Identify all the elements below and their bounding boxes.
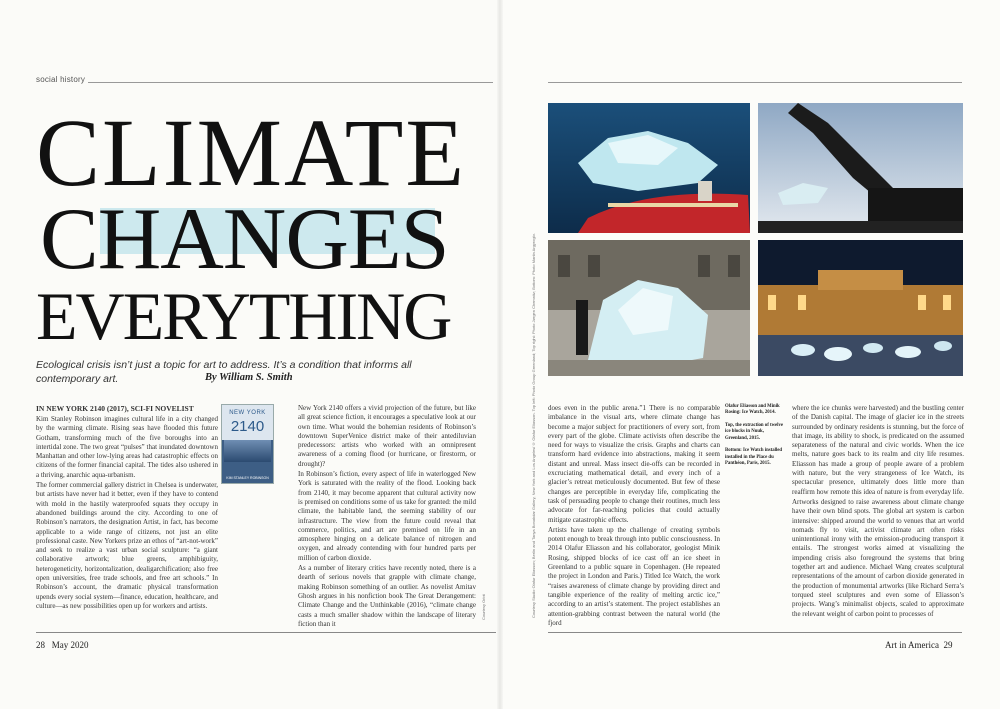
caption-3: Bottom: Ice Watch installed installed in the Place du Panthéon, Paris, 2015. — [725, 448, 783, 467]
folio-left — [36, 640, 89, 650]
section-label: social history — [36, 75, 86, 84]
header-rule-left — [88, 82, 493, 83]
magazine-name: Art in America — [885, 640, 939, 650]
photo-credit: Courtesy Studio Olafur Eliasson; Berlin and Tanya Bonakdar Gallery, New York and Los Angeles/© Olafur Eliasson. Top left: Photo Group Greenland; Top right: Photo Jørgen Chemnitz; Bottom: Photo Martin Argyroglo. — [531, 233, 536, 618]
book-title-line-1: NEW YORK — [229, 410, 266, 416]
book-cover-image — [221, 404, 274, 484]
headline-line-3: EVERYTHING — [36, 278, 451, 354]
paragraph: As a number of literary critics have recently noted, there is a dearth of serious novels that grapple with climate change, making Robinson something of an outlier. As novelist Amitav Ghosh argues in his nonfiction book The Great Derangement: Climate Change and the Unthinkable (2016), “climate change casts a much smaller shadow within the landscape of literary fiction than it — [298, 564, 476, 628]
article-byline: By William S. Smith — [205, 372, 293, 383]
caption-1: Olafur Eliasson and Minik Rosing: Ice Watch, 2014. — [725, 404, 780, 416]
caption-2: Top, the extraction of twelve ice blocks in Nuuk, Greenland, 2015. — [725, 422, 784, 441]
article-dek: Ecological crisis isn’t just a topic for art to address. It’s a condition that informs all contemporary art. — [36, 359, 412, 386]
body-column-1 — [36, 404, 218, 622]
body-column-3 — [548, 404, 720, 627]
footer-rule-right — [548, 632, 962, 633]
paragraph: Artworks designed to raise awareness about climate change have their own blind spots. The global art system is carbon intensive: shipped around the world to venues that art world nomads fly to visit, activist climate art often risks unintentional irony with the emission-producing transport it entails. The strongest works aimed at visualizing the impending crisis also foreground the systems that bring together art and audience. Michael Wang creates sculptural representations of the amount of carbon dioxide generated in the production of monumental artworks (like Richard Serra’s torqued steel sculptures and even some of Eliasson’s projects. Wang’s minimalist objects, scaled to approximate the relevant weight of carbon point to processes of — [792, 497, 964, 618]
footer-rule-left — [36, 632, 496, 633]
spine-gutter — [497, 0, 503, 709]
body-column-4 — [792, 404, 964, 622]
lead-in: IN NEW YORK 2140 (2017), SCI-FI NOVELIST — [36, 404, 194, 413]
book-title-line-2: 2140 — [230, 418, 265, 435]
page-number-left: 28 — [36, 640, 45, 650]
photo-crane-ice — [758, 103, 963, 233]
page-number-right: 29 — [943, 640, 953, 650]
paragraph: The former commercial gallery district in Chelsea is underwater, but artists have never had it better, even if they have to contend with mold in the hastily waterproofed squats they occupy in abandoned buildings around the city. According to one of Robinson’s narrators, the designation Artist, in fact, has become applicable to a wide range of citizens, not just an elite professional caste. New Yorkers prize an ethos of “art-not-work” and seek to realize a vast urban social sculpture: “a giant collaborative artwork; blue greens, amphibiguity, heterogeneticity, horizontalization, dealigarchification; also free open universities, free trade schools, and free art schools.” In Robinson’s account, the dramatic physical transformation upends every social system—finance, education, healthcare, and culture—as new possibilities open up for workers and artists. — [36, 481, 218, 610]
book-author: KIM STANLEY ROBINSON — [226, 476, 269, 480]
body-column-2 — [298, 404, 476, 628]
paragraph: Artists have taken up the challenge of creating symbols potent enough to break through into public consciousness. In 2014 Olafur Eliasson and his collaborator, geologist Minik Rosing, shipped blocks of ice cast off an ice sheet in Greenland to a public square in Copenhagen. (He repeated the project in London and Paris.) Titled Ice Watch, the work “raises awareness of climate change by providing direct and tangible experience of the reality of melting arctic ice,” according to an artist’s statement. The project establishes an attention-grabbing contrast between the natural world (the fjord — [548, 525, 720, 627]
paragraph: New York 2140 offers a vivid projection of the future, but like all great science fiction, it encourages a speculative look at our own time. What would the bohemian residents of Robinson’s downtown SuperVenice district make of their antediluvian predecessors: artists who worked with an omnipresent awareness of a coming flood (or hurricane, or firestorm, or drought)? — [298, 404, 476, 468]
headline-line-2: CHANGES — [40, 191, 449, 288]
photo-captions — [725, 404, 787, 474]
folio-right — [885, 640, 952, 650]
photo-ice-nuuk — [548, 103, 750, 233]
book-cover-skyline — [224, 440, 271, 462]
header-rule-right — [548, 82, 962, 83]
paragraph: Kim Stanley Robinson imagines cultural life in a city changed by the warming climate. Rising seas have flooded this future Gotham, transforming much of the five boroughs into an intertidal zone. The two great “pulses” that inundated downtown Manhattan and other low-lying areas had catastrophic effects on citizens of the former financial capital. The tides also ushered in a thriving, anarchic aqua-urbanism. — [36, 414, 218, 479]
paragraph: In Robinson’s fiction, every aspect of life in waterlogged New York is saturated with the reality of the flood. Looking back from 2140, it may become apparent that cultural activity now is premised on conditions some of us take for granted: the mild climate, the habitable land, the seeming stability of our infrastructure. The view from the future could reveal that commerce, politics, and art are premised on life in an atmosphere hinging on a delicate balance of nitrogen and oxygen, and already contending with four hundred parts per million of carbon dioxide. — [298, 470, 476, 562]
paragraph: does even in the public arena.”1 There is no comparable imbalance in the visual arts, where climate change has become a major subject for practitioners of every sort, from every part of the globe. Climate activists often describe the need for ways to visualize the crisis. Graphs and charts can transform hard evidence into abstractions, making it seem distant and unreal. Mass insect die-offs can be recorded in excruciating mathematical detail, and every inch of a glacier’s retreat meticulously documented. But few of these changes are perceptible in everyday life, complicating the task of persuading people to change their routines, much less advocate for far-reaching policies that could actually mitigate catastrophic effects. — [548, 404, 720, 524]
photo-ice-pantheon-night — [758, 240, 963, 376]
issue-date: May 2020 — [51, 640, 89, 650]
headline-line-1: CLIMATE — [36, 99, 466, 206]
photo-ice-pantheon-day — [548, 240, 750, 376]
book-photo-credit: Courtesy Orbit — [481, 594, 486, 620]
paragraph: where the ice chunks were harvested) and the bustling center of the Danish capital. The image of glacier ice in the streets surrounded by ordinary residents is stunning, but the force of that image, its ability to shock, is predicated on the assumed separateness of the natural and civic worlds. When the ice melts, nature goes back to its realm and city life resumes. Eliasson has made a group of people aware of a problem with nature, but the very strangeness of Ice Watch, its spectacular presence, ultimately does little more than reaffirm how remote this idea of nature is from everyday life. — [792, 404, 964, 496]
